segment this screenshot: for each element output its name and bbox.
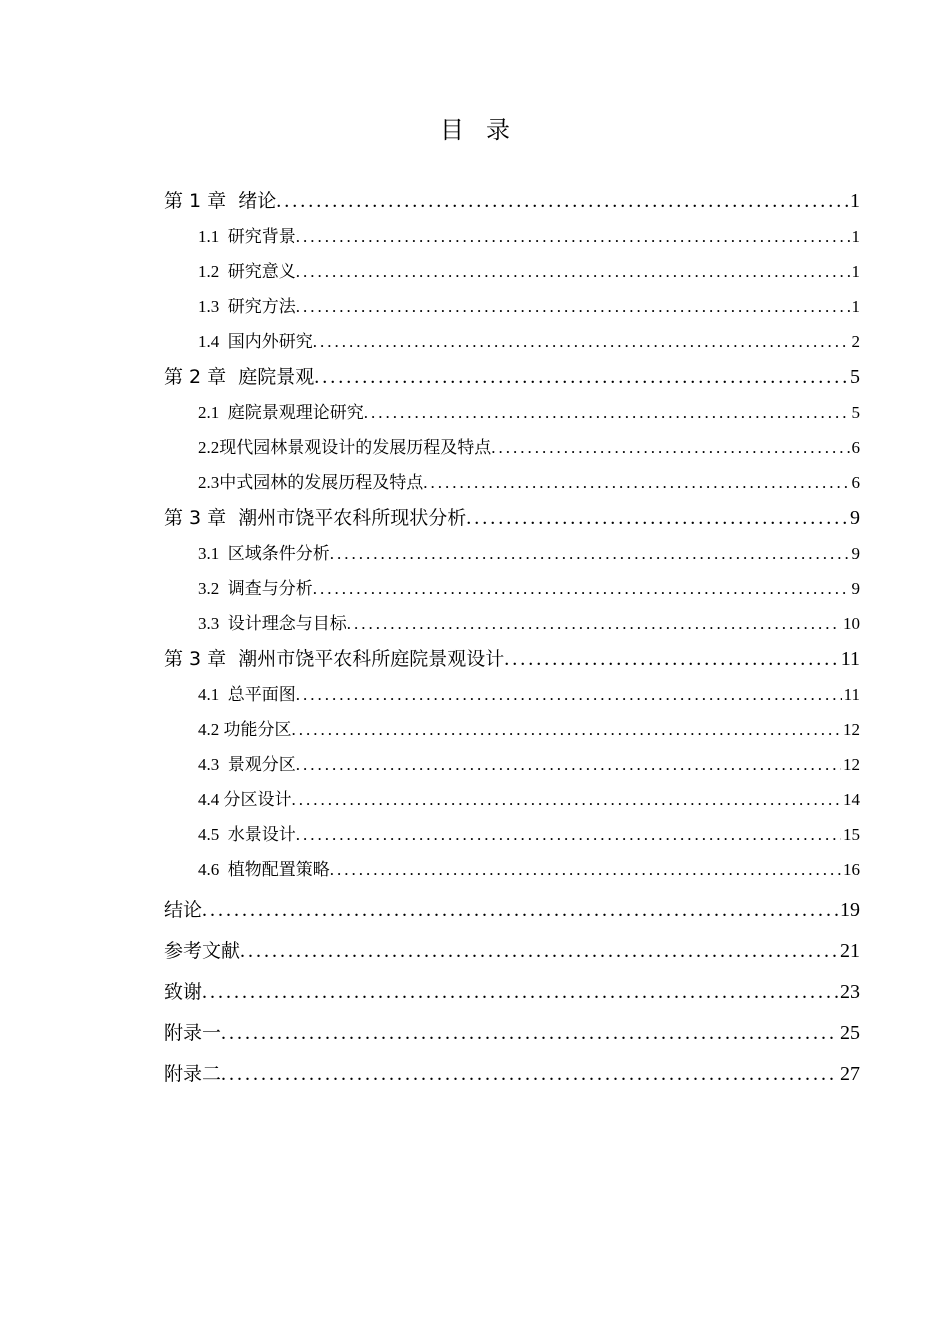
toc-entry-label	[198, 782, 292, 817]
toc-entry-label	[164, 641, 504, 677]
toc-entry-chapter[interactable]	[164, 641, 860, 677]
toc-entry-page: 10	[843, 614, 860, 633]
toc-entry-prefix: 4.5	[198, 825, 220, 844]
toc-dot-leader	[296, 677, 842, 712]
toc-entry-label	[198, 289, 296, 324]
toc-entry-prefix: 1.3	[198, 297, 220, 316]
toc-title-char-2: 录	[486, 116, 510, 144]
toc-entry-label	[198, 852, 330, 887]
toc-entry-page: 15	[843, 825, 860, 844]
toc-entry-section[interactable]	[164, 536, 860, 571]
toc-entry-title: 研究方法	[227, 297, 296, 316]
toc-dot-leader	[314, 359, 848, 395]
toc-dot-leader	[296, 817, 841, 852]
toc-entry-prefix: 2.1	[198, 403, 220, 422]
toc-entry-page: 1	[851, 297, 860, 316]
toc-dot-leader	[240, 933, 838, 969]
toc-entry-section[interactable]	[164, 395, 860, 430]
toc-dot-leader	[221, 1056, 838, 1092]
toc-entry-title: 区域条件分析	[227, 544, 330, 563]
toc-title	[0, 112, 950, 148]
toc-entry-prefix: 2.2	[198, 438, 220, 457]
toc-dot-leader	[330, 852, 841, 887]
toc-entry-label	[164, 500, 466, 536]
toc-entry-title: 现代园林景观设计的发展历程及特点	[219, 438, 492, 457]
toc-dot-leader	[296, 254, 850, 289]
toc-dot-leader	[202, 974, 838, 1010]
toc-entry-prefix: 第 1 章	[164, 190, 227, 212]
toc-entry-prefix: 第 3 章	[164, 648, 227, 670]
toc-entry-label	[198, 254, 296, 289]
toc-entry-label	[198, 536, 330, 571]
toc-entry-label	[164, 1015, 221, 1051]
toc-entry-prefix: 第 3 章	[164, 507, 227, 529]
toc-entry-prefix: 4.2	[198, 720, 220, 739]
toc-entry-section[interactable]	[164, 430, 860, 465]
toc-dot-leader	[364, 395, 850, 430]
toc-entry-prefix: 3.3	[198, 614, 220, 633]
toc-entry-page: 19	[840, 899, 860, 921]
toc-entry-page: 1	[851, 262, 860, 281]
toc-entry-title: 致谢	[164, 981, 203, 1003]
toc-entry-prefix: 3.1	[198, 544, 220, 563]
toc-entry-title: 绪论	[238, 190, 277, 212]
toc-entry-prefix: 1.1	[198, 227, 220, 246]
toc-entry-section[interactable]	[164, 254, 860, 289]
toc-entry-page: 6	[851, 438, 860, 457]
toc-entry-page: 9	[851, 544, 860, 563]
toc-entry-label	[164, 892, 202, 928]
toc-entry-backmatter[interactable]	[164, 933, 860, 969]
toc-dot-leader	[347, 606, 841, 641]
toc-entry-label	[164, 933, 240, 969]
toc-entry-label	[198, 395, 364, 430]
toc-entry-page: 5	[850, 366, 860, 388]
toc-entry-backmatter[interactable]	[164, 1015, 860, 1051]
toc-entry-title: 庭院景观	[238, 366, 315, 388]
toc-entry-section[interactable]	[164, 606, 860, 641]
toc-entry-page: 11	[840, 648, 860, 670]
toc-entry-section[interactable]	[164, 817, 860, 852]
toc-entry-page: 1	[850, 190, 860, 212]
toc-entry-prefix: 3.2	[198, 579, 220, 598]
toc-entry-title: 水景设计	[227, 825, 296, 844]
toc-entry-title: 附录二	[164, 1063, 222, 1085]
toc-entry-backmatter[interactable]	[164, 892, 860, 928]
toc-dot-leader	[292, 712, 842, 747]
toc-entry-section[interactable]	[164, 465, 860, 500]
toc-dot-leader	[313, 324, 850, 359]
toc-entry-page: 5	[851, 403, 860, 422]
toc-dot-leader	[296, 289, 850, 324]
toc-entry-label	[198, 712, 292, 747]
toc-dot-leader	[423, 465, 849, 500]
toc-entry-backmatter[interactable]	[164, 974, 860, 1010]
toc-entry-title: 总平面图	[227, 685, 296, 704]
toc-entry-label	[164, 359, 314, 395]
toc-entry-page: 25	[840, 1022, 860, 1044]
toc-entry-page: 6	[851, 473, 860, 492]
toc-dot-leader	[313, 571, 850, 606]
toc-entry-chapter[interactable]	[164, 183, 860, 219]
toc-entry-label	[198, 817, 296, 852]
toc-entry-label	[198, 606, 347, 641]
toc-dot-leader	[202, 892, 838, 928]
toc-entry-page: 12	[843, 755, 860, 774]
toc-entry-prefix: 4.3	[198, 755, 220, 774]
toc-entry-label	[198, 219, 296, 254]
toc-entry-title: 中式园林的发展历程及特点	[219, 473, 424, 492]
toc-entry-page: 27	[840, 1063, 860, 1085]
toc-entry-label	[198, 465, 423, 500]
toc-entry-page: 11	[843, 685, 860, 704]
toc-entry-page: 9	[850, 507, 860, 529]
toc-title-char-1: 目	[440, 116, 464, 144]
toc-entry-label	[198, 677, 296, 712]
toc-entry-section[interactable]	[164, 324, 860, 359]
toc-entry-section[interactable]	[164, 852, 860, 887]
toc-entry-page: 1	[851, 227, 860, 246]
toc-entry-label	[164, 183, 276, 219]
toc-dot-leader	[330, 536, 850, 571]
toc-dot-leader	[296, 747, 841, 782]
toc-entry-label	[164, 974, 202, 1010]
toc-dot-leader	[491, 430, 849, 465]
toc-entry-section[interactable]	[164, 747, 860, 782]
toc-entry-title: 庭院景观理论研究	[227, 403, 364, 422]
toc-entry-title: 设计理念与目标	[227, 614, 347, 633]
toc-dot-leader	[296, 219, 850, 254]
toc-entry-title: 植物配置策略	[227, 860, 330, 879]
toc-entry-page: 21	[840, 940, 860, 962]
toc-entry-page: 12	[843, 720, 860, 739]
toc-entry-chapter[interactable]	[164, 500, 860, 536]
toc-entry-title: 潮州市饶平农科所现状分析	[238, 507, 467, 529]
toc-entry-title: 结论	[164, 899, 203, 921]
toc-entry-prefix: 4.1	[198, 685, 220, 704]
toc-entry-label	[198, 324, 313, 359]
toc-entry-page: 2	[851, 332, 860, 351]
toc-dot-leader	[221, 1015, 838, 1051]
toc-dot-leader	[504, 641, 838, 677]
toc-dot-leader	[466, 500, 848, 536]
toc-entry-label	[164, 1056, 221, 1092]
toc-entry-section[interactable]	[164, 289, 860, 324]
toc-entry-page: 16	[843, 860, 860, 879]
toc-entry-section[interactable]	[164, 782, 860, 817]
toc-entry-title: 研究意义	[227, 262, 296, 281]
toc-entry-chapter[interactable]	[164, 359, 860, 395]
toc-entry-page: 23	[840, 981, 860, 1003]
toc-dot-leader	[292, 782, 842, 817]
toc-entry-prefix: 第 2 章	[164, 366, 227, 388]
toc-list	[164, 183, 860, 1092]
toc-entry-title: 研究背景	[227, 227, 296, 246]
toc-entry-backmatter[interactable]	[164, 1056, 860, 1092]
toc-entry-title: 景观分区	[227, 755, 296, 774]
toc-entry-title: 附录一	[164, 1022, 222, 1044]
toc-entry-section[interactable]	[164, 571, 860, 606]
toc-entry-section[interactable]	[164, 219, 860, 254]
toc-entry-prefix: 1.4	[198, 332, 220, 351]
toc-entry-title: 参考文献	[164, 940, 241, 962]
toc-entry-label	[198, 747, 296, 782]
toc-entry-prefix: 2.3	[198, 473, 220, 492]
toc-entry-title: 潮州市饶平农科所庭院景观设计	[238, 648, 505, 670]
toc-entry-title: 分区设计	[223, 790, 292, 809]
toc-dot-leader	[276, 183, 848, 219]
toc-entry-label	[198, 430, 491, 465]
toc-entry-page: 9	[851, 579, 860, 598]
toc-entry-section[interactable]	[164, 677, 860, 712]
toc-entry-section[interactable]	[164, 712, 860, 747]
toc-entry-page: 14	[843, 790, 860, 809]
toc-entry-prefix: 4.4	[198, 790, 220, 809]
toc-entry-title: 功能分区	[223, 720, 292, 739]
toc-entry-title: 国内外研究	[227, 332, 313, 351]
toc-entry-prefix: 1.2	[198, 262, 220, 281]
toc-entry-title: 调查与分析	[227, 579, 313, 598]
toc-entry-label	[198, 571, 313, 606]
toc-entry-prefix: 4.6	[198, 860, 220, 879]
